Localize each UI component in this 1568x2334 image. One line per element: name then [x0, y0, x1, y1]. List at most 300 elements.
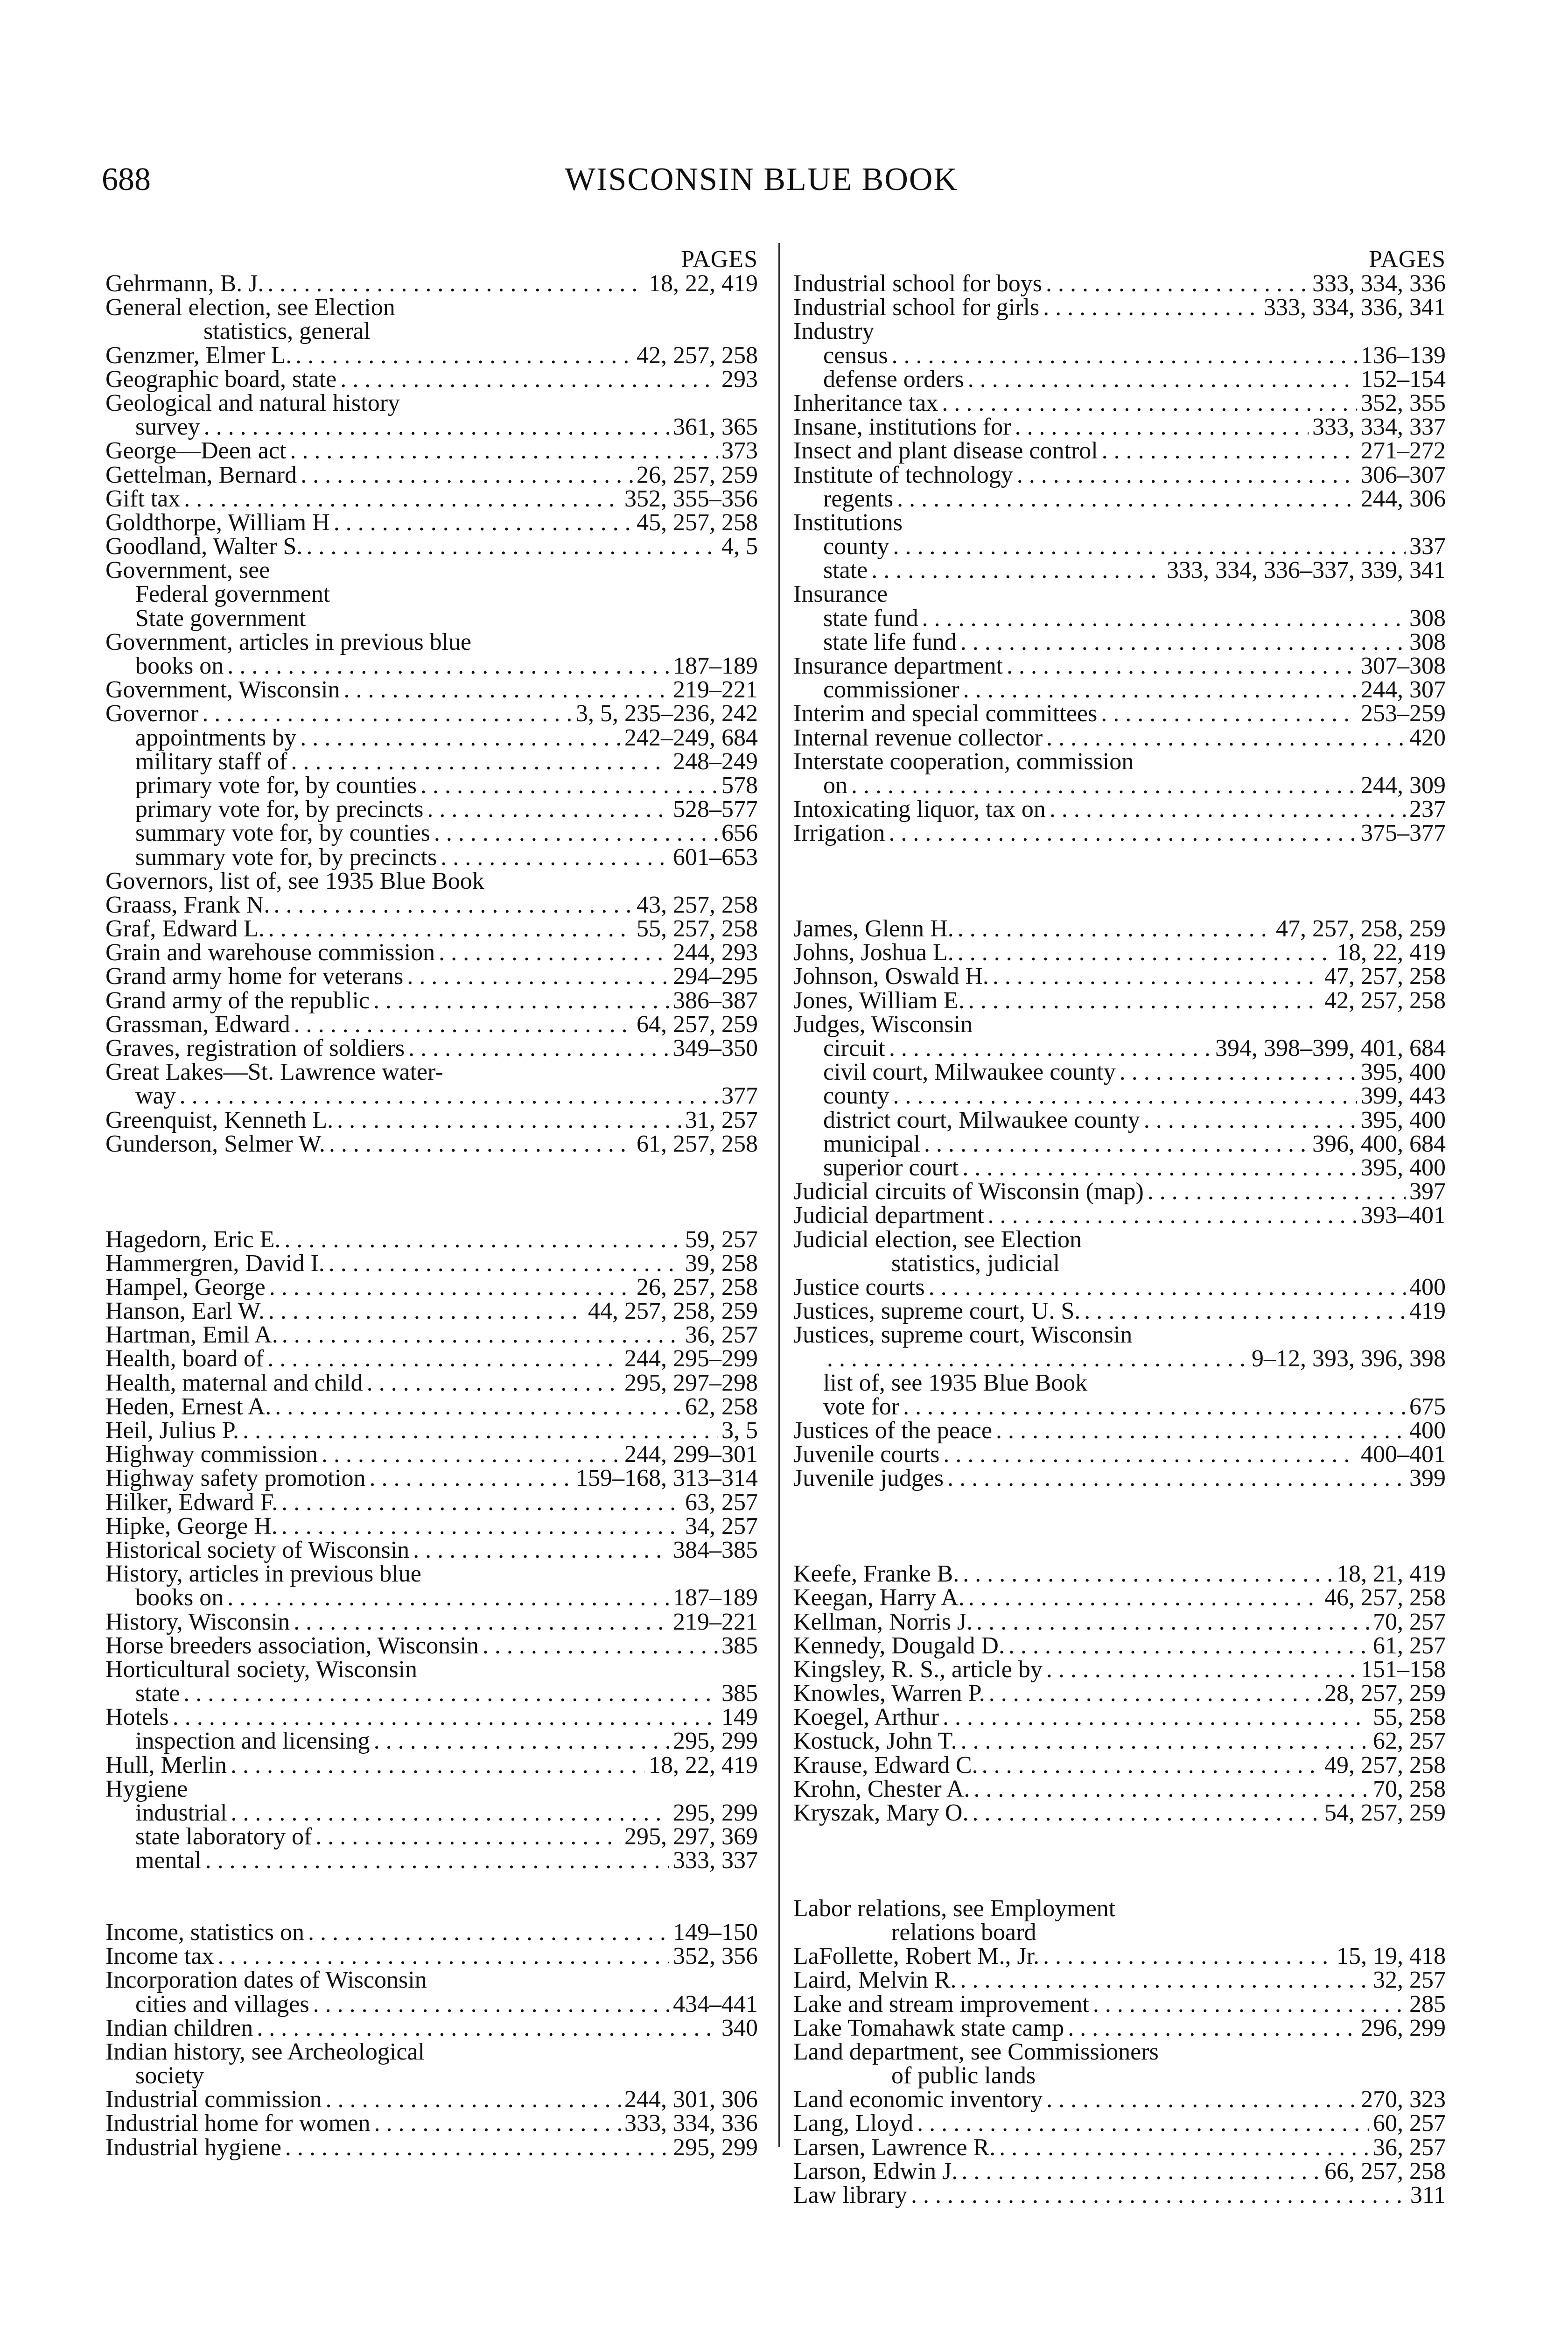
entry-term: Intoxicating liquor, tax on [793, 796, 1046, 823]
entry-pages: 295, 299 [673, 1728, 758, 1755]
index-entry [105, 1275, 758, 1299]
index-entry [105, 964, 758, 988]
entry-term: Judicial election, see Election [793, 1226, 1082, 1253]
entry-term: Hanson, Earl W. [105, 1298, 265, 1325]
entry-term: commissioner [823, 676, 959, 703]
entry-term: defense orders [823, 366, 964, 393]
dot-leader [1007, 654, 1357, 678]
index-entry [105, 487, 758, 511]
entry-pages: 394, 398–399, 401, 684 [1215, 1035, 1446, 1062]
index-entry [793, 295, 1446, 319]
dot-leader [334, 511, 633, 534]
index-entry [105, 821, 758, 845]
index-entry [793, 1371, 1446, 1395]
index-entry [105, 1442, 758, 1466]
entry-pages: 399, 443 [1361, 1083, 1446, 1110]
entry-term: General election, see Election [105, 294, 395, 321]
entry-pages: 385 [721, 1680, 758, 1707]
entry-term: Goodland, Walter S. [105, 533, 303, 560]
entry-pages: 46, 257, 258 [1324, 1584, 1446, 1611]
dot-leader [269, 1275, 633, 1299]
entry-pages: 333, 334, 336 [1312, 270, 1446, 297]
entry-term: Industrial home for women [105, 2110, 371, 2137]
dot-leader [929, 1275, 1406, 1299]
entry-pages: 244, 307 [1361, 676, 1446, 703]
entry-term: Government, articles in previous blue [105, 628, 472, 655]
dot-leader [851, 773, 1357, 797]
entry-pages: 42, 257, 258 [637, 342, 758, 369]
entry-term: society [135, 2062, 204, 2089]
entry-term: Governors, list of, see 1935 Blue Book [105, 867, 484, 894]
dot-leader [958, 941, 1333, 964]
index-entry [105, 272, 758, 295]
entry-pages: 44, 257, 258, 259 [588, 1298, 758, 1325]
entry-pages: 434–441 [673, 1990, 758, 2018]
index-entry [793, 1012, 1446, 1036]
dot-leader [294, 1610, 669, 1634]
dot-leader [972, 1801, 1321, 1825]
entry-term: inspection and licensing [135, 1728, 370, 1755]
entry-pages: 70, 258 [1373, 1775, 1446, 1802]
index-entry [105, 1060, 758, 1084]
index-entry [105, 726, 758, 750]
entry-pages: 377 [721, 1083, 758, 1110]
index-entry [793, 1060, 1446, 1084]
index-entry [105, 1610, 758, 1634]
entry-term: LaFollette, Robert M., Jr. [793, 1943, 1040, 1970]
index-entry [793, 1442, 1446, 1466]
entry-pages: 244, 309 [1361, 772, 1446, 799]
entry-pages: 400 [1409, 1417, 1446, 1444]
dot-leader [1148, 1180, 1406, 1203]
dot-leader [1120, 1060, 1357, 1084]
dot-leader [434, 821, 718, 845]
entry-pages: 419 [1409, 1298, 1446, 1325]
entry-pages: 295, 299 [673, 2134, 758, 2161]
entry-pages: 395, 400 [1361, 1106, 1446, 1133]
entry-pages: 149 [721, 1704, 758, 1731]
entry-pages: 400 [1409, 1273, 1446, 1301]
entry-term: Hygiene [105, 1775, 188, 1802]
pages-heading: PAGES [681, 246, 758, 273]
entry-term: list of, see 1935 Blue Book [823, 1369, 1088, 1396]
entry-term: Indian children [105, 2014, 253, 2041]
entry-pages: 244, 301, 306 [624, 2086, 758, 2113]
dot-leader [963, 678, 1357, 702]
entry-term: Krause, Edward C. [793, 1751, 978, 1779]
dot-leader [1068, 2016, 1357, 2040]
entry-term: relations board [891, 1919, 1036, 1946]
index-entry [793, 1968, 1446, 1992]
dot-leader [924, 1132, 1309, 1156]
dot-leader [943, 1705, 1369, 1729]
dot-leader [184, 487, 621, 511]
entry-term: Hartman, Emil A. [105, 1322, 278, 1349]
entry-pages: 352, 356 [673, 1943, 758, 1970]
entry-term: state [135, 1680, 180, 1707]
entry-term: Governor [105, 700, 199, 727]
index-entry [105, 1419, 758, 1442]
dot-leader [227, 654, 669, 678]
entry-pages: 15, 19, 418 [1337, 1943, 1446, 1970]
column-divider [778, 243, 780, 2147]
index-entry [105, 1371, 758, 1395]
index-entry [793, 1897, 1446, 1920]
dot-leader [285, 2136, 669, 2159]
index-entry [105, 1323, 758, 1347]
entry-term: Heden, Ernest A. [105, 1393, 272, 1420]
index-entry [793, 821, 1446, 845]
entry-term: cities and villages [135, 1990, 309, 2018]
entry-pages: 3, 5, 235–236, 242 [576, 700, 758, 727]
entry-pages: 295, 297–298 [624, 1369, 758, 1396]
index-entry [105, 1251, 758, 1275]
entry-term: industrial [135, 1800, 227, 1826]
entry-pages: 61, 257, 258 [637, 1130, 758, 1157]
index-entry [793, 272, 1446, 295]
entry-pages: 61, 257 [1373, 1632, 1446, 1659]
dot-leader [267, 1347, 621, 1371]
entry-pages: 270, 323 [1361, 2086, 1446, 2113]
entry-pages: 248–249 [673, 748, 758, 775]
index-entry [793, 1395, 1446, 1419]
entry-term: Gettelman, Bernard [105, 461, 297, 488]
dot-leader [961, 1729, 1369, 1753]
index-entry [793, 989, 1446, 1012]
entry-pages: 54, 257, 259 [1324, 1800, 1446, 1826]
entry-pages: 62, 258 [685, 1393, 758, 1420]
dot-leader [960, 1968, 1369, 1992]
index-entry [793, 1586, 1446, 1610]
dot-leader [993, 964, 1321, 988]
dot-leader [281, 1490, 681, 1514]
index-entry [105, 1108, 758, 1132]
entry-term: Jones, William E. [793, 987, 965, 1014]
entry-term: Insane, institutions for [793, 414, 1011, 441]
pages-heading: PAGES [1369, 246, 1446, 273]
entry-term: regents [823, 485, 894, 512]
index-entry [793, 319, 1446, 343]
dot-leader [300, 726, 621, 750]
entry-pages: 349–350 [673, 1035, 758, 1062]
dot-leader [960, 630, 1406, 654]
entry-pages: 295, 297, 369 [624, 1823, 758, 1850]
entry-term: Larsen, Lawrence R. [793, 2134, 996, 2161]
index-entry [105, 2111, 758, 2135]
dot-leader [231, 1753, 645, 1777]
entry-term: Goldthorpe, William H [105, 509, 330, 536]
dot-leader [369, 1466, 572, 1490]
entry-term: Hotels [105, 1704, 169, 1731]
dot-leader [322, 1442, 621, 1466]
index-entry [793, 1753, 1446, 1777]
dot-leader [958, 917, 1272, 941]
entry-pages: 66, 257, 258 [1324, 2158, 1446, 2185]
index-entry [105, 893, 758, 917]
entry-pages: 47, 257, 258 [1324, 963, 1446, 990]
entry-term: primary vote for, by precincts [135, 796, 424, 823]
dot-leader [1043, 1944, 1333, 1968]
index-entry [105, 1920, 758, 1944]
index-entry [793, 511, 1446, 534]
index-entry [793, 1036, 1446, 1060]
entry-pages: 244, 299–301 [624, 1441, 758, 1468]
dot-leader [407, 964, 669, 988]
entry-term: books on [135, 653, 224, 679]
index-entry [105, 630, 758, 654]
index-entry [793, 773, 1446, 797]
index-entry [105, 797, 758, 821]
index-entry [793, 1132, 1446, 1156]
index-entry [105, 1084, 758, 1108]
index-entry [105, 1299, 758, 1323]
entry-pages: 151–158 [1361, 1656, 1446, 1683]
dot-leader [257, 2016, 718, 2040]
entry-term: History, articles in previous blue [105, 1561, 421, 1588]
entry-pages: 28, 257, 259 [1324, 1680, 1446, 1707]
index-entry [793, 702, 1446, 725]
entry-term: state fund [823, 605, 918, 632]
entry-pages: 293 [721, 366, 758, 393]
entry-pages: 528–577 [673, 796, 758, 823]
index-entry [793, 1705, 1446, 1729]
entry-term: Industrial commission [105, 2086, 322, 2113]
entry-term: district court, Milwaukee county [823, 1106, 1140, 1133]
entry-term: Land department, see Commissioners [793, 2038, 1159, 2065]
index-entry [105, 1586, 758, 1610]
dot-leader [204, 415, 669, 439]
entry-pages: 285 [1409, 1990, 1446, 2018]
entry-term: way [135, 1083, 176, 1110]
dot-leader [1101, 702, 1357, 725]
entry-term: statistics, general [203, 318, 371, 345]
section-gap [105, 1873, 758, 1897]
dot-leader [284, 1228, 681, 1251]
entry-pages: 39, 258 [685, 1250, 758, 1277]
entry-term: statistics, judicial [891, 1250, 1060, 1277]
entry-term: Heil, Julius P. [105, 1417, 239, 1444]
entry-term: Lang, Lloyd [793, 2110, 914, 2137]
entry-pages: 18, 22, 419 [649, 1751, 758, 1779]
entry-term: survey [135, 414, 200, 441]
dot-leader [889, 1036, 1211, 1060]
entry-pages: 159–168, 313–314 [576, 1465, 758, 1492]
index-entry [793, 2183, 1446, 2207]
entry-term: Johnson, Oswald H. [793, 963, 989, 990]
index-entry [105, 1729, 758, 1753]
dot-leader [408, 1036, 669, 1060]
entry-term: Justice courts [793, 1273, 925, 1301]
dot-leader [295, 344, 633, 367]
dot-leader [281, 1514, 681, 1538]
index-entry [105, 319, 758, 343]
dot-leader [329, 1132, 633, 1156]
entry-term: Industrial school for girls [793, 294, 1040, 321]
index-entry [793, 1347, 1446, 1371]
dot-leader [315, 1825, 621, 1849]
entry-term: vote for [823, 1393, 900, 1420]
entry-term: on [823, 772, 847, 799]
index-entry [793, 1466, 1446, 1490]
entry-pages: 242–249, 684 [624, 724, 758, 751]
entry-pages: 306–307 [1361, 461, 1446, 488]
entry-term: Hampel, George [105, 1273, 266, 1301]
entry-term: municipal [823, 1130, 920, 1157]
entry-term: Keefe, Franke B. [793, 1561, 959, 1588]
entry-term: state [823, 557, 868, 584]
entry-pages: 352, 355 [1361, 389, 1446, 416]
entry-term: state laboratory of [135, 1823, 312, 1850]
index-entry [793, 2016, 1446, 2040]
entry-term: Judicial department [793, 1202, 984, 1229]
index-entry [793, 797, 1446, 821]
dot-leader [367, 1371, 621, 1395]
entry-term: Graass, Frank N. [105, 891, 270, 918]
index-entry [105, 702, 758, 725]
dot-leader [273, 893, 633, 917]
entry-term: Kingsley, R. S., article by [793, 1656, 1043, 1683]
index-entry [793, 678, 1446, 702]
index-entry [105, 1490, 758, 1514]
index-entry [105, 1944, 758, 1968]
entry-term: Laird, Melvin R. [793, 1967, 957, 1994]
index-entry [793, 582, 1446, 606]
index-entry [105, 1825, 758, 1849]
section-gap [793, 1538, 1446, 1562]
dot-leader [291, 750, 669, 773]
dot-leader [1093, 1992, 1406, 2016]
entry-term: Justices of the peace [793, 1417, 992, 1444]
entry-term: military staff of [135, 748, 287, 775]
dot-leader [294, 1012, 633, 1036]
dot-leader [173, 1705, 718, 1729]
entry-pages: 271–272 [1361, 437, 1446, 464]
entry-term: Judicial circuits of Wisconsin (map) [793, 1178, 1144, 1205]
index-entry [105, 1538, 758, 1562]
index-entry [105, 534, 758, 558]
dot-leader [374, 1729, 669, 1753]
index-entry [793, 1681, 1446, 1705]
entry-pages: 397 [1409, 1178, 1446, 1205]
entry-pages: 49, 257, 258 [1324, 1751, 1446, 1779]
entry-pages: 333, 334, 336, 341 [1264, 294, 1446, 321]
entry-term: Geographic board, state [105, 366, 337, 393]
section-gap [793, 1849, 1446, 1872]
entry-term: Hilker, Edward F. [105, 1489, 278, 1516]
dot-leader [313, 1992, 669, 2016]
index-entry [105, 1634, 758, 1658]
dot-leader [922, 606, 1406, 630]
entry-term: James, Glenn H. [793, 915, 954, 942]
entry-term: Industry [793, 318, 875, 345]
dot-leader [1050, 797, 1406, 821]
entry-term: Interim and special committees [793, 700, 1098, 727]
index-entry [105, 1849, 758, 1872]
dot-leader [329, 1251, 681, 1275]
index-entry [793, 1992, 1446, 2016]
entry-term: Insurance department [793, 653, 1003, 679]
index-entry [105, 1992, 758, 2016]
entry-term: George—Deen act [105, 437, 287, 464]
dot-leader [976, 1610, 1369, 1634]
dot-leader [183, 1681, 718, 1705]
dot-leader [373, 989, 669, 1012]
entry-pages: 400–401 [1361, 1441, 1446, 1468]
entry-pages: 333, 337 [673, 1847, 758, 1874]
entry-term: Kryszak, Mary O. [793, 1800, 969, 1826]
index-entry [793, 750, 1446, 773]
entry-term: Gehrmann, B. J. [105, 270, 264, 297]
index-entry [793, 1156, 1446, 1180]
entry-term: summary vote for, by counties [135, 820, 430, 847]
index-entry [105, 415, 758, 439]
dot-leader [999, 2136, 1369, 2159]
index-entry [105, 1753, 758, 1777]
index-entry [793, 2111, 1446, 2135]
index-entry [105, 2064, 758, 2088]
entry-term: Hull, Merlin [105, 1751, 227, 1779]
entry-pages: 36, 257 [1373, 2134, 1446, 2161]
index-entry [105, 1968, 758, 1992]
dot-leader [306, 534, 718, 558]
entry-term: Law library [793, 2182, 908, 2208]
entry-pages: 64, 257, 259 [637, 1011, 758, 1038]
entry-term: Grand army of the republic [105, 987, 370, 1014]
dot-leader [290, 439, 718, 463]
index-entry [793, 2136, 1446, 2159]
dot-leader [1017, 463, 1357, 487]
index-entry [105, 582, 758, 606]
index-entry [105, 1395, 758, 1419]
section-gap [793, 893, 1446, 917]
dot-leader [1046, 2088, 1357, 2111]
entry-pages: 308 [1409, 628, 1446, 655]
entry-term: State government [135, 605, 306, 632]
dot-leader [1084, 1299, 1406, 1323]
index-column-right [793, 247, 1446, 2207]
entry-term: Horticultural society, Wisconsin [105, 1656, 418, 1683]
dot-leader [308, 1920, 669, 1944]
entry-term: county [823, 533, 889, 560]
entry-pages: 187–189 [673, 653, 758, 679]
entry-pages: 308 [1409, 605, 1446, 632]
index-entry [793, 1108, 1446, 1132]
entry-term: Knowles, Warren P. [793, 1680, 985, 1707]
dot-leader [439, 941, 669, 964]
entry-term: Historical society of Wisconsin [105, 1536, 410, 1563]
dot-leader [340, 367, 718, 391]
entry-pages: 395, 400 [1361, 1154, 1446, 1181]
entry-pages: 244, 293 [673, 939, 758, 966]
section-gap [793, 1514, 1446, 1538]
dot-leader [343, 678, 669, 702]
dot-leader [962, 1156, 1357, 1180]
entry-term: Insect and plant disease control [793, 437, 1098, 464]
index-entry [105, 750, 758, 773]
dot-leader [268, 917, 633, 941]
entry-term: Graf, Edward L. [105, 915, 265, 942]
index-entry [793, 917, 1446, 941]
dot-leader [420, 773, 718, 797]
entry-term: Kostuck, John T. [793, 1728, 957, 1755]
entry-pages: 375–377 [1361, 820, 1446, 847]
index-entry [105, 1705, 758, 1729]
entry-term: Health, board of [105, 1345, 264, 1372]
dot-leader [1015, 415, 1309, 439]
dot-leader [267, 272, 645, 295]
section-gap [793, 1825, 1446, 1849]
entry-term: Inheritance tax [793, 389, 938, 416]
